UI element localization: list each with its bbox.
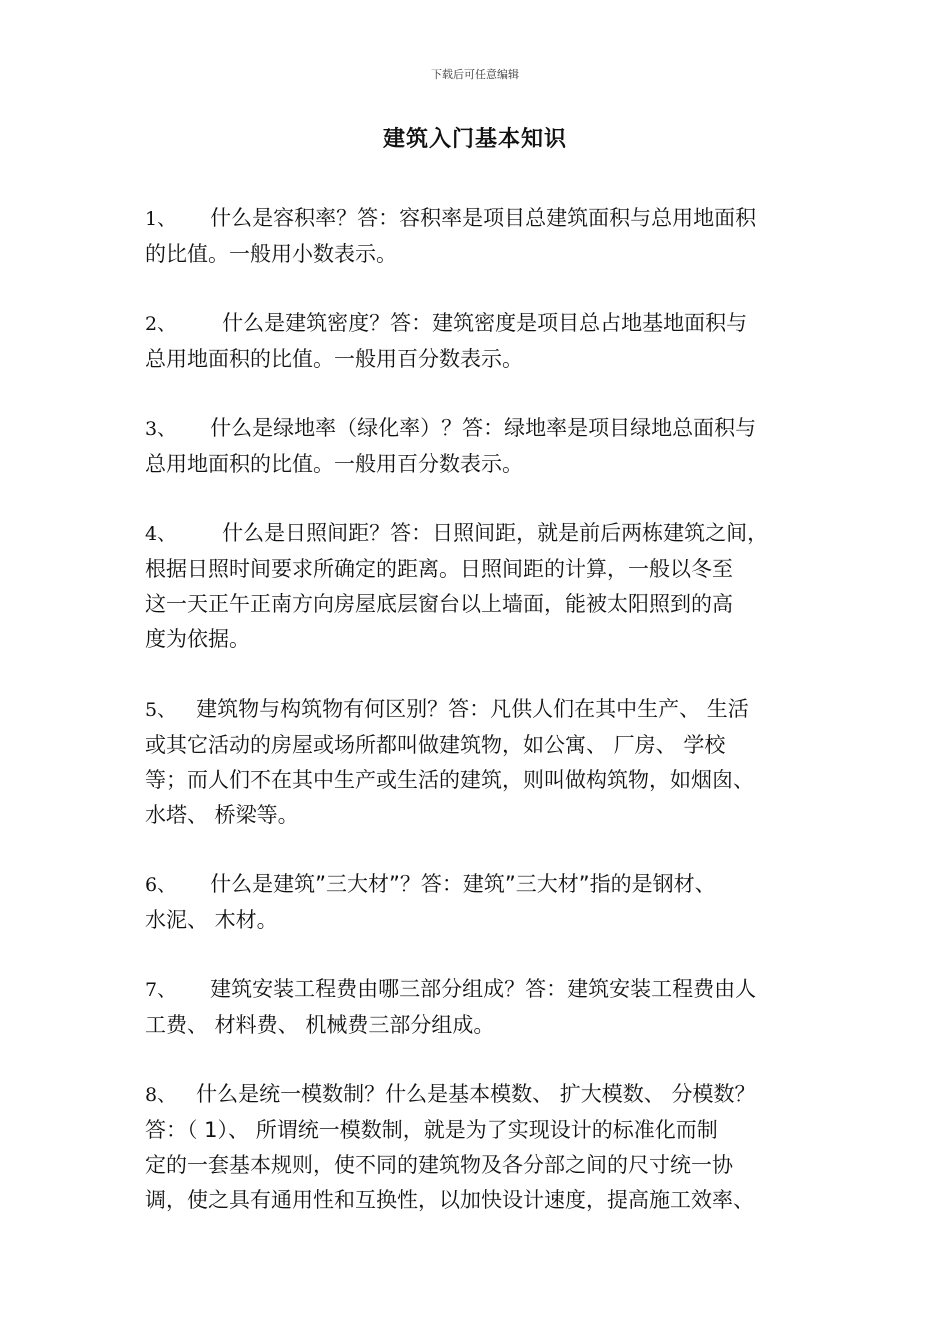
qa-line [145, 201, 810, 237]
document-title: 建筑入门基本知识 [382, 127, 567, 152]
qa-item-7 [145, 972, 810, 1043]
qa-line: 答：（ 1）、 所谓统一模数制，就是为了实现设计的标准化而制 [145, 1118, 718, 1142]
qa-line [145, 306, 810, 342]
qa-text: 什么是建筑”三大材”？答：建筑”三大材”指的是钢材、 [210, 872, 716, 896]
qa-line: 水泥、 木材。 [145, 908, 278, 932]
qa-line: 的比值。一般用小数表示。 [145, 242, 397, 266]
qa-line [145, 867, 810, 903]
qa-line: 根据日照时间要求所确定的距离。日照间距的计算，一般以冬至 [145, 557, 733, 581]
qa-text: 建筑安装工程费由哪三部分组成？答：建筑安装工程费由人 [210, 977, 757, 1001]
qa-line [145, 972, 810, 1008]
qa-text: 建筑物与构筑物有何区别？答：凡供人们在其中生产、 生活 [196, 697, 749, 721]
qa-line: 总用地面积的比值。一般用百分数表示。 [145, 452, 523, 476]
qa-item-6 [145, 867, 810, 938]
qa-line: 等；而人们不在其中生产或生活的建筑，则叫做构筑物，如烟囱、 [145, 768, 754, 792]
qa-text: 什么是日照间距？答：日照间距，就是前后两栋建筑之间， [222, 521, 769, 545]
qa-line [145, 516, 810, 552]
qa-item-3 [145, 411, 810, 482]
qa-line [145, 1077, 810, 1113]
item-number: 1、 [145, 208, 177, 230]
qa-text: 什么是绿地率（绿化率）？答：绿地率是项目绿地总面积与 [210, 416, 757, 440]
qa-line: 定的一套基本规则，使不同的建筑物及各分部之间的尺寸统一协 [145, 1153, 733, 1177]
qa-line: 这一天正午正南方向房屋底层窗台以上墙面，能被太阳照到的高 [145, 592, 733, 616]
qa-item-4 [145, 516, 810, 657]
item-number: 4、 [145, 523, 177, 545]
item-number: 2、 [145, 313, 177, 335]
qa-line [145, 692, 810, 728]
qa-line: 工费、 材料费、 机械费三部分组成。 [145, 1013, 495, 1037]
qa-text: 什么是建筑密度？答：建筑密度是项目总占地基地面积与 [222, 311, 748, 335]
qa-line: 水塔、 桥梁等。 [145, 803, 299, 827]
item-number: 6、 [145, 874, 177, 896]
item-number: 7、 [145, 979, 177, 1001]
header-note: 下载后可任意编辑 [431, 68, 519, 81]
qa-line [145, 411, 810, 447]
item-number: 5、 [145, 699, 177, 721]
item-number: 3、 [145, 418, 177, 440]
qa-item-5 [145, 692, 810, 833]
qa-text: 什么是容积率？答：容积率是项目总建筑面积与总用地面积 [210, 206, 757, 230]
qa-item-2 [145, 306, 810, 377]
item-number: 8、 [145, 1084, 177, 1106]
qa-line: 度为依据。 [145, 627, 250, 651]
qa-text: 什么是统一模数制？什么是基本模数、 扩大模数、 分模数？ [196, 1082, 756, 1106]
qa-item-1 [145, 201, 810, 272]
qa-item-8 [145, 1077, 810, 1218]
qa-line: 调，使之具有通用性和互换性，以加快设计速度，提高施工效率、 [145, 1188, 754, 1212]
qa-line: 或其它活动的房屋或场所都叫做建筑物，如公寓、 厂房、 学校 [145, 733, 726, 757]
qa-line: 总用地面积的比值。一般用百分数表示。 [145, 347, 523, 371]
